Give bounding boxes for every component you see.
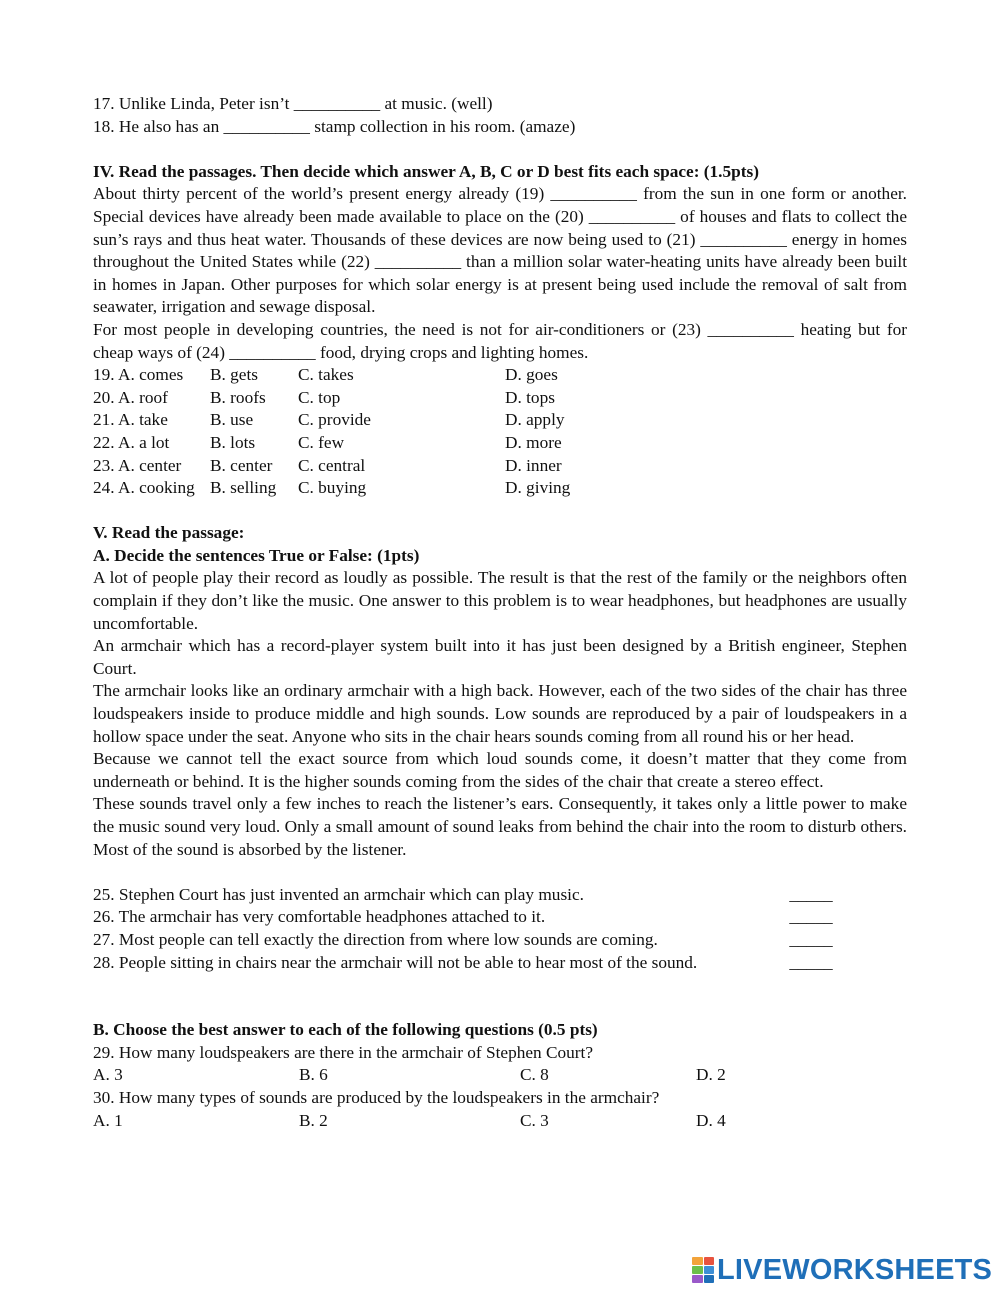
question-30: 30. How many types of sounds are produced by the loudspeakers in the armchair? (93, 1087, 660, 1107)
option-d[interactable]: D. 2 (696, 1065, 726, 1085)
option-a: 22. A. a lot (93, 432, 170, 452)
liveworksheets-logo[interactable] (692, 1255, 992, 1285)
tf-answer-blank[interactable]: _____ (789, 929, 833, 949)
option-b: B. selling (210, 478, 277, 498)
option-b: B. center (210, 455, 273, 475)
true-false-item-26 (93, 906, 907, 929)
liveworksheets-logo-icon (692, 1257, 714, 1283)
section-iv-heading: IV. Read the passages. Then decide which answer A, B, C or D best fits each space: (1.5pts) (93, 161, 759, 181)
worksheet-page (93, 93, 907, 1132)
option-a[interactable]: A. 1 (93, 1110, 123, 1130)
option-a: 23. A. center (93, 455, 182, 475)
option-b: B. roofs (210, 387, 266, 407)
option-a: 19. A. comes (93, 365, 184, 385)
question-17: 17. Unlike Linda, Peter isn’t __________ at music. (well) (93, 94, 493, 113)
option-d: D. giving (505, 478, 571, 498)
option-d[interactable]: D. 4 (696, 1110, 726, 1130)
option-c: C. central (298, 455, 366, 475)
option-c: C. takes (298, 365, 354, 385)
section-iv-paragraph-1: About thirty percent of the world’s present energy already (19) __________ from the sun in one form or another. Special devices have already been made available to place on the (20) __________ of houses and flats to collect the sun’s rays and thus heat water. Thousands of these devices are now being used to (21) __________ energy in homes throughout the United States while (22) __________ than a million solar water-heating units have already been built in homes in Japan. Other purposes for which solar energy is at present being used include the removal of salt from seawater, irrigation and sewage disposal. (93, 184, 907, 317)
section-iv-options (93, 364, 907, 500)
option-d: D. inner (505, 455, 562, 475)
option-b: B. lots (210, 432, 256, 452)
option-a[interactable]: A. 3 (93, 1065, 123, 1085)
true-false-item-28 (93, 952, 907, 975)
section-v-b-heading: B. Choose the best answer to each of the following questions (0.5 pts) (93, 1020, 598, 1040)
tf-question: 28. People sitting in chairs near the armchair will not be able to hear most of the sound. (93, 952, 698, 972)
option-a: 24. A. cooking (93, 478, 195, 498)
option-c[interactable]: C. 3 (520, 1110, 549, 1130)
option-c: C. top (298, 387, 341, 407)
option-d: D. goes (505, 365, 558, 385)
option-b: B. use (210, 410, 254, 430)
tf-answer-blank[interactable]: _____ (789, 952, 833, 972)
option-c: C. provide (298, 410, 371, 430)
question-30-options (93, 1110, 907, 1133)
question-29-options (93, 1064, 907, 1087)
true-false-item-27 (93, 929, 907, 952)
option-c[interactable]: C. 8 (520, 1065, 549, 1085)
option-c: C. few (298, 432, 345, 452)
section-iv-paragraph-2: For most people in developing countries, the need is not for air-conditioners or (23) __________ heating but for cheap ways of (24) __________ food, drying crops and lighting homes. (93, 319, 907, 362)
tf-answer-blank[interactable]: _____ (789, 884, 833, 904)
tf-question: 26. The armchair has very comfortable headphones attached to it. (93, 907, 546, 927)
question-18: 18. He also has an __________ stamp collection in his room. (amaze) (93, 116, 576, 136)
option-c: C. buying (298, 478, 367, 498)
section-v-a-heading: A. Decide the sentences True or False: (1pts) (93, 545, 420, 565)
options-row-23 (93, 455, 907, 478)
tf-question: 25. Stephen Court has just invented an armchair which can play music. (93, 884, 584, 904)
option-b: B. gets (210, 365, 259, 385)
tf-answer-blank[interactable]: _____ (789, 907, 833, 927)
section-v-heading: V. Read the passage: (93, 523, 245, 543)
option-a: 21. A. take (93, 410, 168, 430)
passage-paragraph: These sounds travel only a few inches to reach the listener’s ears. Consequently, it takes only a little power to make the music sound very loud. Only a small amount of sound leaks from behind the chair into the room to disturb others. Most of the sound is absorbed by the listener. (93, 794, 907, 859)
passage-paragraph: A lot of people play their record as loudly as possible. The result is that the rest of the family or the neighbors often complain if they don’t like the music. One answer to this problem is to wear headphones, but headphones are usually uncomfortable. (93, 568, 907, 633)
options-row-22 (93, 432, 907, 455)
true-false-item-25 (93, 884, 907, 907)
passage-paragraph: Because we cannot tell the exact source from which loud sounds come, it doesn’t matter that they come from underneath or behind. It is the higher sounds coming from the sides of the chair that create a stereo effect. (93, 749, 907, 791)
question-29: 29. How many loudspeakers are there in the armchair of Stephen Court? (93, 1042, 594, 1062)
tf-question: 27. Most people can tell exactly the direction from where low sounds are coming. (93, 929, 658, 949)
option-a: 20. A. roof (93, 387, 168, 407)
option-b[interactable]: B. 2 (299, 1110, 328, 1130)
option-d: D. tops (505, 387, 555, 407)
option-d: D. more (505, 432, 562, 452)
options-row-21 (93, 409, 907, 432)
options-row-19 (93, 364, 907, 387)
brand-name: LIVEWORKSHEETS (717, 1253, 993, 1286)
passage-paragraph: An armchair which has a record-player system built into it has just been designed by a British engineer, Stephen Court. (93, 636, 907, 678)
option-d: D. apply (505, 410, 565, 430)
option-b[interactable]: B. 6 (299, 1065, 328, 1085)
options-row-20 (93, 387, 907, 410)
options-row-24 (93, 477, 907, 500)
passage-paragraph: The armchair looks like an ordinary armchair with a high back. However, each of the two sides of the chair has three loudspeakers inside to produce middle and high sounds. Low sounds are reproduced by a pair of loudspeakers in a hollow space under the seat. Anyone who sits in the chair hears sounds coming from all round his or her head. (93, 681, 907, 746)
